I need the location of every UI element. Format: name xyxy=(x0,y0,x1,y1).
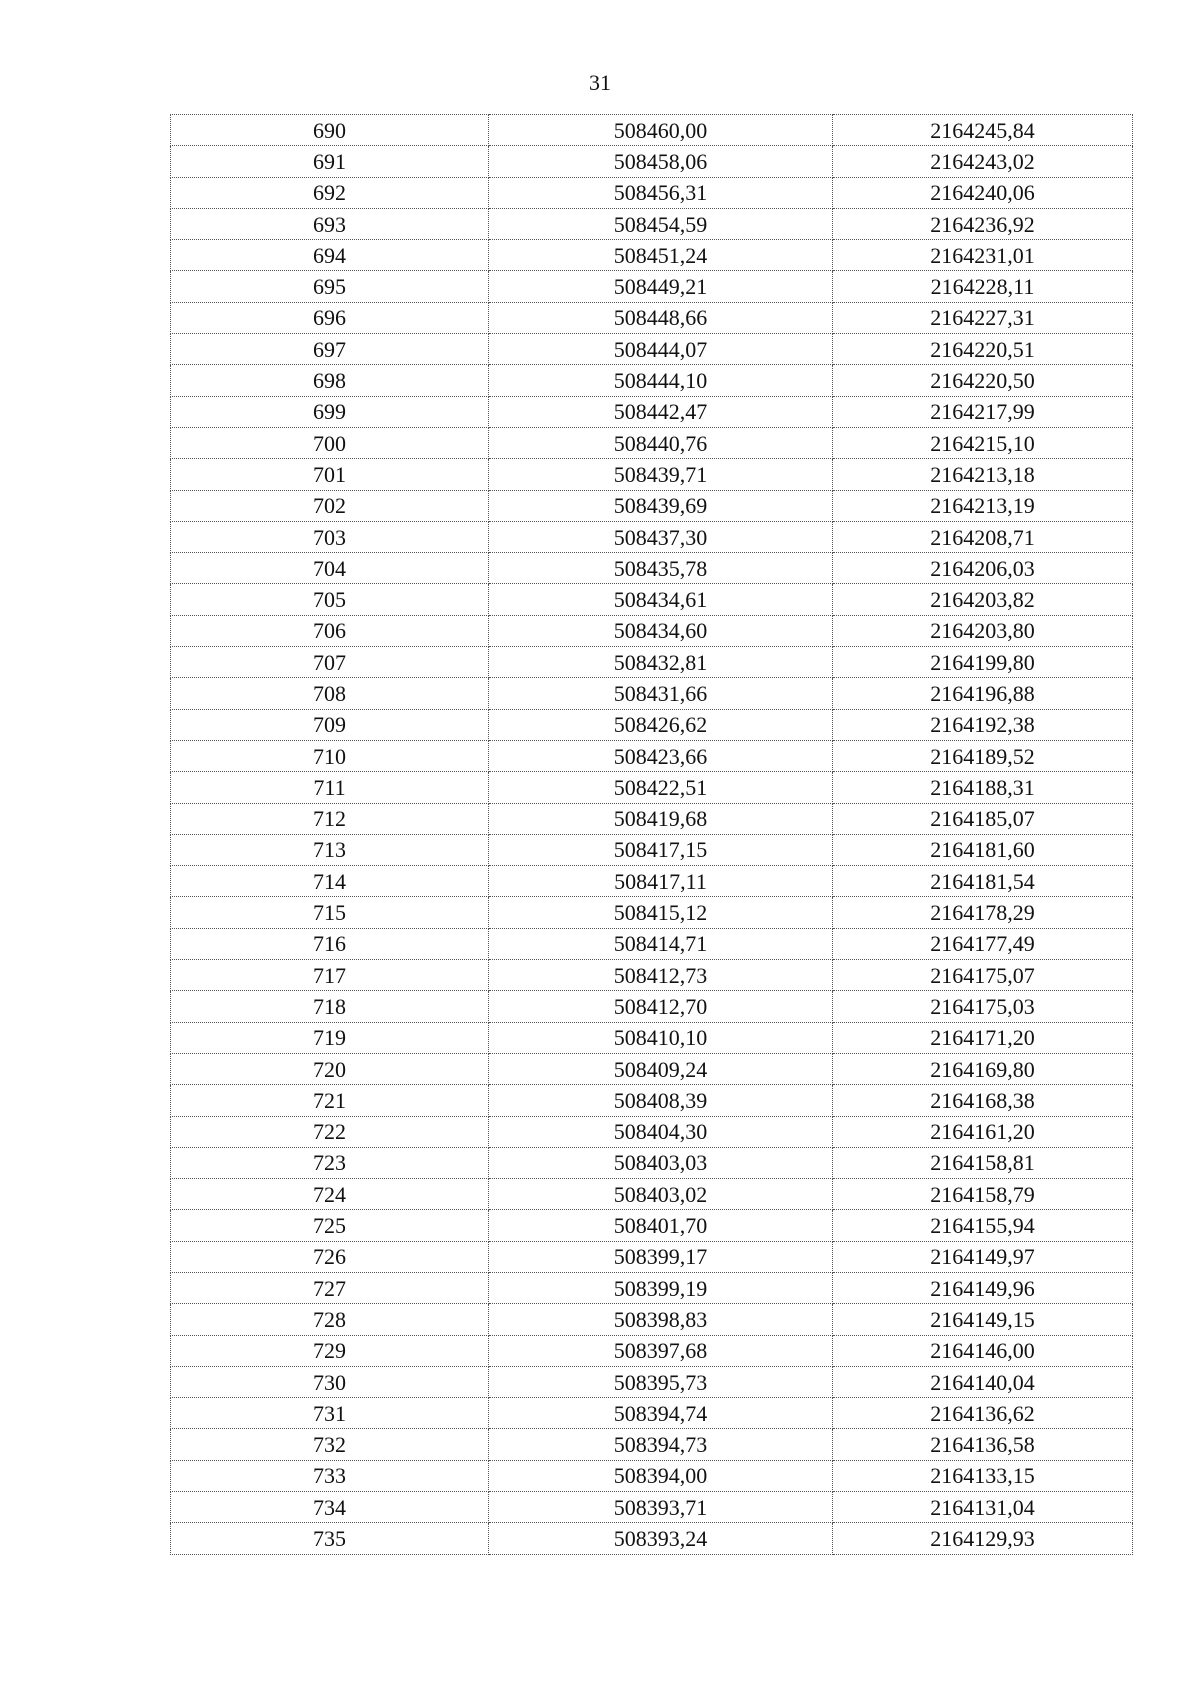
x-coordinate-cell: 508437,30 xyxy=(489,521,833,552)
table-row xyxy=(171,1492,1133,1523)
x-coordinate-cell: 508434,60 xyxy=(489,615,833,646)
point-number-cell: 735 xyxy=(171,1523,489,1554)
point-number-cell: 717 xyxy=(171,960,489,991)
x-coordinate-cell: 508439,71 xyxy=(489,459,833,490)
point-number-cell: 708 xyxy=(171,678,489,709)
x-coordinate-cell: 508451,24 xyxy=(489,240,833,271)
table-row xyxy=(171,1335,1133,1366)
table-row xyxy=(171,772,1133,803)
table-row xyxy=(171,1460,1133,1491)
point-number-cell: 712 xyxy=(171,803,489,834)
x-coordinate-cell: 508393,24 xyxy=(489,1523,833,1554)
x-coordinate-cell: 508454,59 xyxy=(489,208,833,239)
x-coordinate-cell: 508456,31 xyxy=(489,177,833,208)
point-number-cell: 731 xyxy=(171,1398,489,1429)
x-coordinate-cell: 508434,61 xyxy=(489,584,833,615)
y-coordinate-cell: 2164217,99 xyxy=(833,396,1133,427)
x-coordinate-cell: 508417,11 xyxy=(489,866,833,897)
point-number-cell: 702 xyxy=(171,490,489,521)
x-coordinate-cell: 508440,76 xyxy=(489,427,833,458)
table-row xyxy=(171,177,1133,208)
table-row xyxy=(171,584,1133,615)
y-coordinate-cell: 2164175,03 xyxy=(833,991,1133,1022)
y-coordinate-cell: 2164158,79 xyxy=(833,1179,1133,1210)
x-coordinate-cell: 508449,21 xyxy=(489,271,833,302)
point-number-cell: 707 xyxy=(171,647,489,678)
table-row xyxy=(171,1085,1133,1116)
x-coordinate-cell: 508412,70 xyxy=(489,991,833,1022)
point-number-cell: 728 xyxy=(171,1304,489,1335)
x-coordinate-cell: 508435,78 xyxy=(489,553,833,584)
x-coordinate-cell: 508423,66 xyxy=(489,740,833,771)
x-coordinate-cell: 508403,02 xyxy=(489,1179,833,1210)
point-number-cell: 694 xyxy=(171,240,489,271)
x-coordinate-cell: 508409,24 xyxy=(489,1053,833,1084)
table-row xyxy=(171,1022,1133,1053)
point-number-cell: 715 xyxy=(171,897,489,928)
x-coordinate-cell: 508394,00 xyxy=(489,1460,833,1491)
x-coordinate-cell: 508442,47 xyxy=(489,396,833,427)
y-coordinate-cell: 2164169,80 xyxy=(833,1053,1133,1084)
point-number-cell: 716 xyxy=(171,928,489,959)
table-row xyxy=(171,1398,1133,1429)
point-number-cell: 719 xyxy=(171,1022,489,1053)
y-coordinate-cell: 2164185,07 xyxy=(833,803,1133,834)
x-coordinate-cell: 508426,62 xyxy=(489,709,833,740)
x-coordinate-cell: 508399,17 xyxy=(489,1241,833,1272)
x-coordinate-cell: 508408,39 xyxy=(489,1085,833,1116)
y-coordinate-cell: 2164168,38 xyxy=(833,1085,1133,1116)
y-coordinate-cell: 2164243,02 xyxy=(833,146,1133,177)
table-row xyxy=(171,1272,1133,1303)
table-row xyxy=(171,334,1133,365)
x-coordinate-cell: 508444,10 xyxy=(489,365,833,396)
point-number-cell: 733 xyxy=(171,1460,489,1491)
x-coordinate-cell: 508432,81 xyxy=(489,647,833,678)
x-coordinate-cell: 508398,83 xyxy=(489,1304,833,1335)
y-coordinate-cell: 2164178,29 xyxy=(833,897,1133,928)
table-row xyxy=(171,1053,1133,1084)
x-coordinate-cell: 508410,10 xyxy=(489,1022,833,1053)
y-coordinate-cell: 2164171,20 xyxy=(833,1022,1133,1053)
x-coordinate-cell: 508401,70 xyxy=(489,1210,833,1241)
y-coordinate-cell: 2164236,92 xyxy=(833,208,1133,239)
table-row xyxy=(171,1147,1133,1178)
table-row xyxy=(171,678,1133,709)
table-row xyxy=(171,740,1133,771)
table-row xyxy=(171,490,1133,521)
table-row xyxy=(171,1366,1133,1397)
y-coordinate-cell: 2164188,31 xyxy=(833,772,1133,803)
y-coordinate-cell: 2164158,81 xyxy=(833,1147,1133,1178)
table-row xyxy=(171,928,1133,959)
x-coordinate-cell: 508394,73 xyxy=(489,1429,833,1460)
point-number-cell: 727 xyxy=(171,1272,489,1303)
y-coordinate-cell: 2164245,84 xyxy=(833,115,1133,146)
x-coordinate-cell: 508397,68 xyxy=(489,1335,833,1366)
point-number-cell: 703 xyxy=(171,521,489,552)
point-number-cell: 726 xyxy=(171,1241,489,1272)
point-number-cell: 704 xyxy=(171,553,489,584)
table-row xyxy=(171,834,1133,865)
point-number-cell: 730 xyxy=(171,1366,489,1397)
table-row xyxy=(171,459,1133,490)
point-number-cell: 724 xyxy=(171,1179,489,1210)
point-number-cell: 700 xyxy=(171,427,489,458)
point-number-cell: 714 xyxy=(171,866,489,897)
table-row xyxy=(171,1523,1133,1554)
x-coordinate-cell: 508439,69 xyxy=(489,490,833,521)
point-number-cell: 721 xyxy=(171,1085,489,1116)
table-row xyxy=(171,991,1133,1022)
point-number-cell: 699 xyxy=(171,396,489,427)
table-row xyxy=(171,709,1133,740)
table-row xyxy=(171,1429,1133,1460)
point-number-cell: 723 xyxy=(171,1147,489,1178)
table-row xyxy=(171,271,1133,302)
table-row xyxy=(171,897,1133,928)
point-number-cell: 713 xyxy=(171,834,489,865)
y-coordinate-cell: 2164199,80 xyxy=(833,647,1133,678)
y-coordinate-cell: 2164240,06 xyxy=(833,177,1133,208)
point-number-cell: 690 xyxy=(171,115,489,146)
page-number: 31 xyxy=(589,70,611,95)
y-coordinate-cell: 2164131,04 xyxy=(833,1492,1133,1523)
y-coordinate-cell: 2164196,88 xyxy=(833,678,1133,709)
point-number-cell: 729 xyxy=(171,1335,489,1366)
x-coordinate-cell: 508414,71 xyxy=(489,928,833,959)
y-coordinate-cell: 2164149,96 xyxy=(833,1272,1133,1303)
point-number-cell: 709 xyxy=(171,709,489,740)
y-coordinate-cell: 2164213,18 xyxy=(833,459,1133,490)
x-coordinate-cell: 508448,66 xyxy=(489,302,833,333)
point-number-cell: 722 xyxy=(171,1116,489,1147)
y-coordinate-cell: 2164213,19 xyxy=(833,490,1133,521)
y-coordinate-cell: 2164228,11 xyxy=(833,271,1133,302)
table-row xyxy=(171,1304,1133,1335)
y-coordinate-cell: 2164203,82 xyxy=(833,584,1133,615)
y-coordinate-cell: 2164181,54 xyxy=(833,866,1133,897)
y-coordinate-cell: 2164227,31 xyxy=(833,302,1133,333)
point-number-cell: 691 xyxy=(171,146,489,177)
table-row xyxy=(171,240,1133,271)
y-coordinate-cell: 2164177,49 xyxy=(833,928,1133,959)
y-coordinate-cell: 2164149,97 xyxy=(833,1241,1133,1272)
y-coordinate-cell: 2164149,15 xyxy=(833,1304,1133,1335)
point-number-cell: 718 xyxy=(171,991,489,1022)
y-coordinate-cell: 2164140,04 xyxy=(833,1366,1133,1397)
coordinates-table-body xyxy=(171,115,1133,1555)
table-row xyxy=(171,1179,1133,1210)
point-number-cell: 692 xyxy=(171,177,489,208)
coordinates-table xyxy=(170,114,1133,1555)
table-row xyxy=(171,146,1133,177)
y-coordinate-cell: 2164136,62 xyxy=(833,1398,1133,1429)
x-coordinate-cell: 508444,07 xyxy=(489,334,833,365)
y-coordinate-cell: 2164133,15 xyxy=(833,1460,1133,1491)
y-coordinate-cell: 2164231,01 xyxy=(833,240,1133,271)
point-number-cell: 720 xyxy=(171,1053,489,1084)
x-coordinate-cell: 508404,30 xyxy=(489,1116,833,1147)
table-row xyxy=(171,365,1133,396)
point-number-cell: 695 xyxy=(171,271,489,302)
point-number-cell: 725 xyxy=(171,1210,489,1241)
table-row xyxy=(171,803,1133,834)
table-row xyxy=(171,1210,1133,1241)
y-coordinate-cell: 2164192,38 xyxy=(833,709,1133,740)
y-coordinate-cell: 2164220,50 xyxy=(833,365,1133,396)
x-coordinate-cell: 508422,51 xyxy=(489,772,833,803)
x-coordinate-cell: 508415,12 xyxy=(489,897,833,928)
x-coordinate-cell: 508431,66 xyxy=(489,678,833,709)
table-row xyxy=(171,615,1133,646)
y-coordinate-cell: 2164181,60 xyxy=(833,834,1133,865)
table-row xyxy=(171,521,1133,552)
x-coordinate-cell: 508458,06 xyxy=(489,146,833,177)
x-coordinate-cell: 508417,15 xyxy=(489,834,833,865)
table-row xyxy=(171,302,1133,333)
y-coordinate-cell: 2164215,10 xyxy=(833,427,1133,458)
x-coordinate-cell: 508399,19 xyxy=(489,1272,833,1303)
point-number-cell: 710 xyxy=(171,740,489,771)
x-coordinate-cell: 508412,73 xyxy=(489,960,833,991)
y-coordinate-cell: 2164161,20 xyxy=(833,1116,1133,1147)
x-coordinate-cell: 508394,74 xyxy=(489,1398,833,1429)
x-coordinate-cell: 508393,71 xyxy=(489,1492,833,1523)
table-row xyxy=(171,553,1133,584)
point-number-cell: 711 xyxy=(171,772,489,803)
table-row xyxy=(171,396,1133,427)
y-coordinate-cell: 2164189,52 xyxy=(833,740,1133,771)
y-coordinate-cell: 2164203,80 xyxy=(833,615,1133,646)
point-number-cell: 734 xyxy=(171,1492,489,1523)
y-coordinate-cell: 2164175,07 xyxy=(833,960,1133,991)
x-coordinate-cell: 508403,03 xyxy=(489,1147,833,1178)
x-coordinate-cell: 508460,00 xyxy=(489,115,833,146)
table-row xyxy=(171,115,1133,146)
point-number-cell: 701 xyxy=(171,459,489,490)
y-coordinate-cell: 2164206,03 xyxy=(833,553,1133,584)
point-number-cell: 732 xyxy=(171,1429,489,1460)
table-row xyxy=(171,1241,1133,1272)
y-coordinate-cell: 2164208,71 xyxy=(833,521,1133,552)
table-row xyxy=(171,208,1133,239)
point-number-cell: 697 xyxy=(171,334,489,365)
point-number-cell: 705 xyxy=(171,584,489,615)
y-coordinate-cell: 2164129,93 xyxy=(833,1523,1133,1554)
point-number-cell: 698 xyxy=(171,365,489,396)
table-row xyxy=(171,960,1133,991)
x-coordinate-cell: 508395,73 xyxy=(489,1366,833,1397)
table-row xyxy=(171,866,1133,897)
point-number-cell: 696 xyxy=(171,302,489,333)
table-row xyxy=(171,427,1133,458)
y-coordinate-cell: 2164136,58 xyxy=(833,1429,1133,1460)
y-coordinate-cell: 2164146,00 xyxy=(833,1335,1133,1366)
point-number-cell: 706 xyxy=(171,615,489,646)
x-coordinate-cell: 508419,68 xyxy=(489,803,833,834)
table-row xyxy=(171,1116,1133,1147)
table-row xyxy=(171,647,1133,678)
y-coordinate-cell: 2164220,51 xyxy=(833,334,1133,365)
point-number-cell: 693 xyxy=(171,208,489,239)
y-coordinate-cell: 2164155,94 xyxy=(833,1210,1133,1241)
